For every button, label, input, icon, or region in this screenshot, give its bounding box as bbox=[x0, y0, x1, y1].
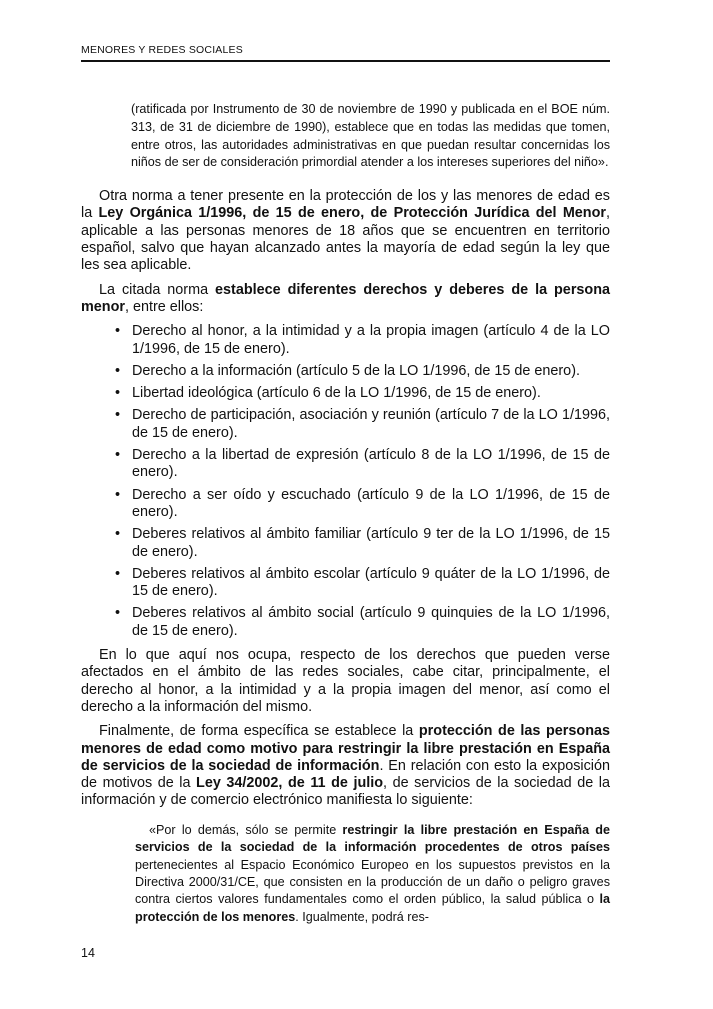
list-item-text: Derecho de participación, asociación y reunión (artículo 7 de la LO 1/1996, de 15 de enero). bbox=[132, 407, 610, 441]
list-item bbox=[115, 407, 610, 442]
bullet-icon: • bbox=[115, 323, 121, 340]
bold-law-name: Ley 34/2002, de 11 de julio bbox=[196, 775, 384, 792]
list-item-text: Deberes relativos al ámbito escolar (artículo 9 quáter de la LO 1/1996, de 15 de enero). bbox=[132, 565, 610, 600]
list-item-text: Derecho a ser oído y escuchado (artículo 9 de la LO 1/1996, de 15 de enero). bbox=[132, 486, 610, 520]
bullet-icon: • bbox=[115, 362, 121, 379]
block-quote-top: (ratificada por Instrumento de 30 de noviembre de 1990 y publicada en el BOE núm. 313, de 31 de diciembre de 1990), establece que en todas las medidas que tomen, entre otros, las autoridades administrativas en que puedan resultar concernidas los niños de ser de consideración primordial atender a los intereses superiores del niño». bbox=[131, 102, 610, 170]
bullet-icon: • bbox=[115, 526, 121, 543]
paragraph-ley-organica bbox=[81, 188, 610, 274]
list-item bbox=[115, 447, 610, 482]
bold-emphasis: protección de las personas menores de edad como motivo para restringir la libre prestación en España de servicios de la sociedad de información bbox=[81, 723, 610, 774]
block-quote-bottom bbox=[135, 822, 610, 926]
bullet-icon: • bbox=[115, 486, 121, 503]
header-rule bbox=[81, 60, 610, 62]
page-body bbox=[81, 101, 610, 926]
bold-law-name: Ley Orgánica 1/1996, de 15 de enero, de Protección Jurídica del Menor bbox=[98, 205, 606, 222]
text-span: La citada norma bbox=[99, 281, 216, 298]
text-span: , de servicios de la sociedad de la información y de comercio electrónico manifiesta lo siguiente: bbox=[81, 775, 610, 809]
text-span: . Igualmente, podrá res- bbox=[295, 909, 429, 924]
text-span: , aplicable a las personas menores de 18 años que se encuentren en territorio español, salvo que hayan alcanzado antes la mayoría de edad según la ley que les sea aplicable. bbox=[81, 205, 610, 274]
bold-emphasis: establece diferentes derechos y deberes de la persona menor bbox=[81, 281, 611, 315]
text-span: , entre ellos: bbox=[124, 298, 204, 315]
list-item-text: Deberes relativos al ámbito social (artículo 9 quinquies de la LO 1/1996, de 15 de enero). bbox=[132, 605, 610, 639]
bullet-icon: • bbox=[115, 385, 121, 402]
text-span: . En relación con esto la exposición de motivos de la bbox=[81, 757, 610, 792]
list-item-text: Derecho a la libertad de expresión (artículo 8 de la LO 1/1996, de 15 de enero). bbox=[132, 447, 610, 481]
bold-emphasis: restringir la libre prestación en España de servicios de la sociedad de la información procedentes de otros países bbox=[135, 822, 611, 855]
list-item bbox=[115, 605, 610, 640]
list-item bbox=[115, 526, 610, 561]
text-span: pertenecientes al Espacio Económico Europeo en los supuestos previstos en la Directiva 2000/31/CE, que consisten en la producción de un daño o peligro graves contra ciertos valores fundamentales como el orden público, la salud pública o bbox=[135, 857, 610, 907]
bullet-icon: • bbox=[115, 447, 121, 464]
list-item bbox=[115, 566, 610, 601]
bullet-icon: • bbox=[115, 565, 121, 582]
text-span: Finalmente, de forma específica se establece la bbox=[99, 723, 419, 740]
list-item bbox=[115, 385, 610, 402]
paragraph-finalmente bbox=[81, 723, 610, 809]
list-item-text: Derecho al honor, a la intimidad y a la propia imagen (artículo 4 de la LO 1/1996, de 15 de enero). bbox=[132, 323, 610, 357]
paragraph-derechos-intro bbox=[81, 282, 610, 317]
list-item-text: Derecho a la información (artículo 5 de la LO 1/1996, de 15 de enero). bbox=[132, 362, 580, 379]
list-item-text: Libertad ideológica (artículo 6 de la LO 1/1996, de 15 de enero). bbox=[132, 385, 541, 402]
bold-emphasis: la protección de los menores bbox=[135, 892, 610, 924]
running-header: MENORES Y REDES SOCIALES bbox=[81, 44, 243, 56]
page-number: 14 bbox=[81, 946, 95, 960]
text-span: «Por lo demás, sólo se permite bbox=[149, 822, 343, 837]
list-item bbox=[115, 323, 610, 358]
paragraph-redes-sociales: En lo que aquí nos ocupa, respecto de los derechos que pueden verse afectados en el ámbito de las redes sociales, cabe citar, principalmente, el derecho al honor, a la intimidad y a la propia imagen del menor, así como el derecho a la información del mismo. bbox=[81, 647, 610, 715]
rights-list bbox=[81, 323, 610, 640]
list-item bbox=[115, 487, 610, 522]
bullet-icon: • bbox=[115, 407, 121, 424]
bullet-icon: • bbox=[115, 605, 121, 622]
list-item bbox=[115, 363, 610, 380]
list-item-text: Deberes relativos al ámbito familiar (artículo 9 ter de la LO 1/1996, de 15 de enero). bbox=[132, 526, 610, 560]
text-span: Otra norma a tener presente en la protección de los y las menores de edad es la bbox=[81, 188, 610, 222]
